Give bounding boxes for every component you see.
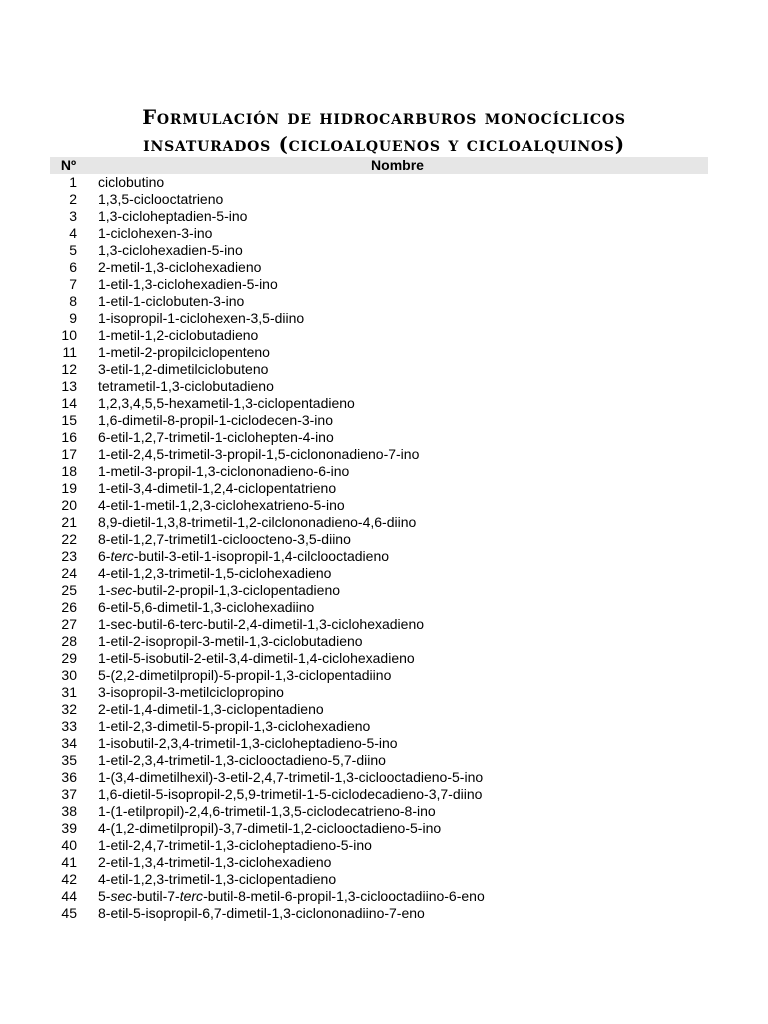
table-row <box>50 735 708 752</box>
table-row <box>50 667 708 684</box>
compound-name-italic-part: sec <box>110 582 133 598</box>
row-number: 28 <box>61 633 77 649</box>
table-row <box>50 888 708 905</box>
table-header <box>50 157 708 174</box>
table-row <box>50 191 708 208</box>
table-row <box>50 905 708 922</box>
compound-name: 1-etil-5-isobutil-2-etil-3,4-dimetil-1,4-ciclohexadieno <box>98 650 415 666</box>
table-row <box>50 633 708 650</box>
row-number: 1 <box>69 174 77 190</box>
compound-name: 1-metil-1,2-ciclobutadieno <box>98 327 259 343</box>
row-number: 25 <box>61 582 77 598</box>
table-row <box>50 650 708 667</box>
row-number: 32 <box>61 701 77 717</box>
table-row <box>50 446 708 463</box>
column-header-number: Nº <box>60 157 77 173</box>
table-row <box>50 752 708 769</box>
row-number: 13 <box>61 378 77 394</box>
row-number: 23 <box>61 548 77 564</box>
compound-name: 2-metil-1,3-ciclohexadieno <box>98 259 262 275</box>
row-number: 35 <box>61 752 77 768</box>
compound-name: ciclobutino <box>98 174 165 190</box>
compound-name: 1-ciclohexen-3-ino <box>98 225 213 241</box>
page-title <box>0 104 768 158</box>
table-row <box>50 616 708 633</box>
compound-name: 1,2,3,4,5,5-hexametil-1,3-ciclopentadieno <box>98 395 355 411</box>
compound-name: 4-etil-1-metil-1,2,3-ciclohexatrieno-5-ino <box>98 497 345 513</box>
compound-name-part: 1- <box>98 582 111 598</box>
row-number: 21 <box>61 514 77 530</box>
compound-name: 1,3-ciclohexadien-5-ino <box>98 242 243 258</box>
compound-name: 4-etil-1,2,3-trimetil-1,5-ciclohexadieno <box>98 565 332 581</box>
compound-name: 1-(1-etilpropil)-2,4,6-trimetil-1,3,5-ciclodecatrieno-8-ino <box>98 803 436 819</box>
row-number: 19 <box>61 480 77 496</box>
compound-name: 1,3-cicloheptadien-5-ino <box>98 208 248 224</box>
row-number: 6 <box>69 259 77 275</box>
table-row <box>50 225 708 242</box>
table-row <box>50 803 708 820</box>
table-row <box>50 429 708 446</box>
compound-name: 1-sec-butil-6-terc-butil-2,4-dimetil-1,3-ciclohexadieno <box>98 616 425 632</box>
compound-name: 8-etil-1,2,7-trimetil1-cicloocteno-3,5-diino <box>98 531 351 547</box>
table-row <box>50 854 708 871</box>
compound-name: 2-etil-1,4-dimetil-1,3-ciclopentadieno <box>98 701 324 717</box>
row-number: 10 <box>61 327 77 343</box>
compound-name-part: 6- <box>98 548 111 564</box>
compound-name: 1-(3,4-dimetilhexil)-3-etil-2,4,7-trimetil-1,3-ciclooctadieno-5-ino <box>98 769 484 785</box>
compound-name <box>98 888 708 905</box>
compound-name: 4-etil-1,2,3-trimetil-1,3-ciclopentadieno <box>98 871 337 887</box>
compound-name: 5-(2,2-dimetilpropil)-5-propil-1,3-ciclopentadiino <box>98 667 392 683</box>
table-row <box>50 837 708 854</box>
compound-name: tetrametil-1,3-ciclobutadieno <box>98 378 274 394</box>
table-row <box>50 276 708 293</box>
row-number: 8 <box>69 293 77 309</box>
table-row <box>50 718 708 735</box>
table-row <box>50 514 708 531</box>
row-number: 37 <box>61 786 77 802</box>
table-row <box>50 310 708 327</box>
compound-name: 4-(1,2-dimetilpropil)-3,7-dimetil-1,2-ciclooctadieno-5-ino <box>98 820 442 836</box>
compound-name: 6-etil-1,2,7-trimetil-1-ciclohepten-4-ino <box>98 429 334 445</box>
compound-name-italic-part: terc <box>110 548 134 564</box>
compound-name: 1-etil-2,3,4-trimetil-1,3-ciclooctadieno-5,7-diino <box>98 752 386 768</box>
compound-name-part: 5- <box>98 888 111 904</box>
row-number: 5 <box>69 242 77 258</box>
compound-name: 1,6-dietil-5-isopropil-2,5,9-trimetil-1-5-ciclodecadieno-3,7-diino <box>98 786 483 802</box>
table-row <box>50 242 708 259</box>
compound-name: 1-etil-3,4-dimetil-1,2,4-ciclopentatrieno <box>98 480 337 496</box>
row-number: 18 <box>61 463 77 479</box>
table-row <box>50 174 708 191</box>
row-number: 38 <box>61 803 77 819</box>
compound-name: 2-etil-1,3,4-trimetil-1,3-ciclohexadieno <box>98 854 332 870</box>
compound-name: 1,3,5-ciclooctatrieno <box>98 191 224 207</box>
compound-name-part: -butil-8-metil-6-propil-1,3-ciclooctadiino-6-eno <box>203 888 485 904</box>
compound-name: 1,6-dimetil-8-propil-1-ciclodecen-3-ino <box>98 412 333 428</box>
table-row <box>50 378 708 395</box>
table-row <box>50 497 708 514</box>
compound-name: 1-etil-2,4,7-trimetil-1,3-cicloheptadieno-5-ino <box>98 837 372 853</box>
row-number: 34 <box>61 735 77 751</box>
row-number: 22 <box>61 531 77 547</box>
compound-table <box>50 157 708 922</box>
table-row <box>50 599 708 616</box>
row-number: 45 <box>61 905 77 921</box>
row-number: 26 <box>61 599 77 615</box>
row-number: 12 <box>61 361 77 377</box>
row-number: 36 <box>61 769 77 785</box>
table-row <box>50 871 708 888</box>
row-number: 42 <box>61 871 77 887</box>
row-number: 3 <box>69 208 77 224</box>
row-number: 27 <box>61 616 77 632</box>
title-line-2: insaturados (cicloalquenos y cicloalquinos) <box>143 133 625 156</box>
table-row <box>50 395 708 412</box>
table-row <box>50 820 708 837</box>
compound-name: 1-isobutil-2,3,4-trimetil-1,3-cicloheptadieno-5-ino <box>98 735 398 751</box>
row-number: 17 <box>61 446 77 462</box>
table-row <box>50 463 708 480</box>
table-row <box>50 412 708 429</box>
compound-name: 1-etil-2-isopropil-3-metil-1,3-ciclobutadieno <box>98 633 363 649</box>
compound-name <box>98 582 708 599</box>
row-number: 40 <box>61 837 77 853</box>
table-row <box>50 701 708 718</box>
compound-name: 1-etil-1-ciclobuten-3-ino <box>98 293 245 309</box>
table-row <box>50 684 708 701</box>
row-number: 39 <box>61 820 77 836</box>
row-number: 20 <box>61 497 77 513</box>
table-row <box>50 208 708 225</box>
compound-name: 1-etil-1,3-ciclohexadien-5-ino <box>98 276 278 292</box>
compound-name-italic-part: sec <box>110 888 133 904</box>
table-body <box>50 174 708 922</box>
table-row <box>50 480 708 497</box>
row-number: 11 <box>62 344 77 360</box>
compound-name-part: -butil-7- <box>132 888 180 904</box>
table-row <box>50 361 708 378</box>
table-row <box>50 769 708 786</box>
compound-name: 6-etil-5,6-dimetil-1,3-ciclohexadiino <box>98 599 315 615</box>
row-number: 14 <box>61 395 77 411</box>
table-row <box>50 531 708 548</box>
compound-name: 8,9-dietil-1,3,8-trimetil-1,2-cilclononadieno-4,6-diino <box>98 514 417 530</box>
compound-name: 1-etil-2,3-dimetil-5-propil-1,3-ciclohexadieno <box>98 718 371 734</box>
row-number: 24 <box>61 565 77 581</box>
compound-name-italic-part: terc <box>179 888 204 904</box>
table-row <box>50 582 708 599</box>
compound-name: 1-etil-2,4,5-trimetil-3-propil-1,5-ciclononadieno-7-ino <box>98 446 420 462</box>
table-row <box>50 548 708 565</box>
row-number: 30 <box>61 667 77 683</box>
compound-name: 1-metil-3-propil-1,3-ciclononadieno-6-ino <box>98 463 350 479</box>
row-number: 15 <box>61 412 77 428</box>
compound-name <box>98 548 708 565</box>
table-row <box>50 565 708 582</box>
table-row <box>50 259 708 276</box>
row-number: 29 <box>61 650 77 666</box>
row-number: 31 <box>61 684 77 700</box>
row-number: 44 <box>61 888 77 904</box>
row-number: 33 <box>61 718 77 734</box>
title-line-1: Formulación de hidrocarburos monocíclicos <box>142 106 626 129</box>
column-header-name: Nombre <box>371 157 424 173</box>
row-number: 7 <box>69 276 77 292</box>
row-number: 2 <box>69 191 77 207</box>
compound-name: 3-etil-1,2-dimetilciclobuteno <box>98 361 269 377</box>
compound-name-part: -butil-3-etil-1-isopropil-1,4-cilclooctadieno <box>133 548 390 564</box>
row-number: 4 <box>69 225 77 241</box>
row-number: 16 <box>61 429 77 445</box>
compound-name: 8-etil-5-isopropil-6,7-dimetil-1,3-ciclononadiino-7-eno <box>98 905 425 921</box>
table-row <box>50 344 708 361</box>
compound-name-part: -butil-2-propil-1,3-ciclopentadieno <box>132 582 341 598</box>
compound-name: 1-metil-2-propilciclopenteno <box>98 344 270 360</box>
table-row <box>50 327 708 344</box>
compound-name: 3-isopropil-3-metilciclopropino <box>98 684 284 700</box>
row-number: 41 <box>61 854 77 870</box>
table-row <box>50 293 708 310</box>
row-number: 9 <box>69 310 77 326</box>
table-row <box>50 786 708 803</box>
compound-name: 1-isopropil-1-ciclohexen-3,5-diino <box>98 310 305 326</box>
